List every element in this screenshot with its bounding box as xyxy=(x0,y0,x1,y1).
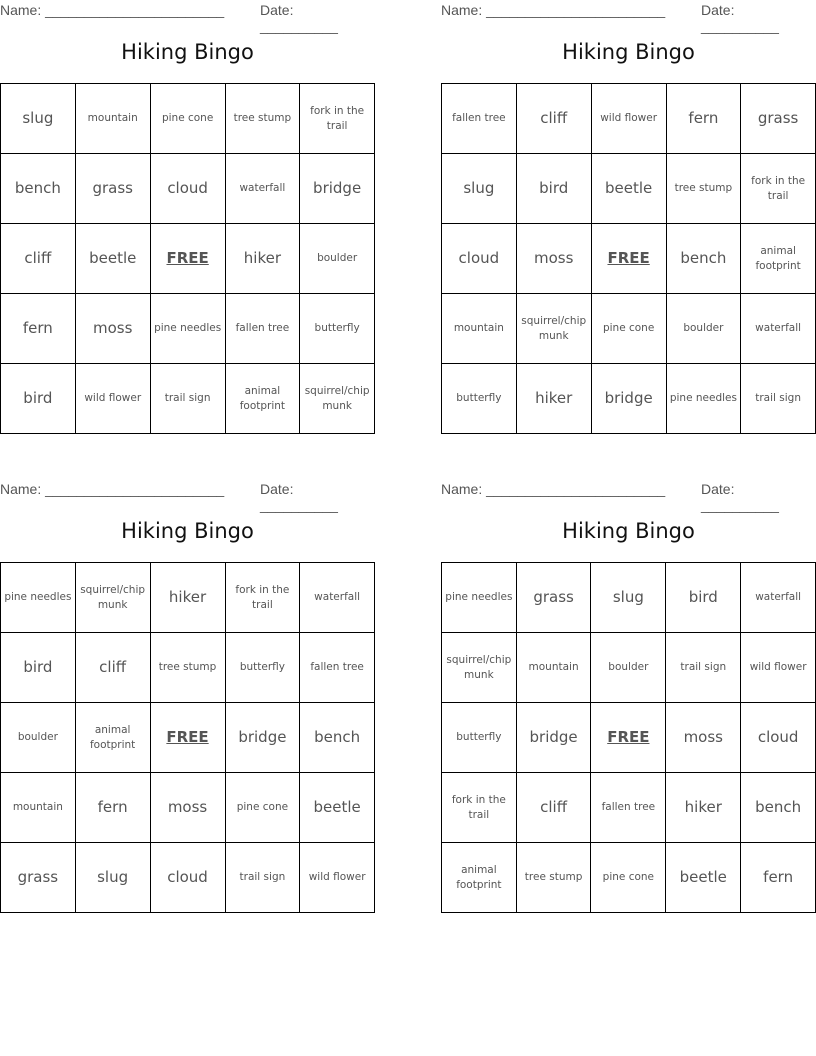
bingo-cell: mountain xyxy=(516,633,591,703)
bingo-row xyxy=(442,224,816,294)
bingo-cell: fallen tree xyxy=(442,84,517,154)
bingo-cell: moss xyxy=(516,224,591,294)
bingo-cell: wild flower xyxy=(75,364,150,434)
bingo-cell: animal footprint xyxy=(442,843,517,913)
bingo-cell: beetle xyxy=(75,224,150,294)
date-field-label: Date: __________ xyxy=(701,481,779,513)
bingo-cell: fern xyxy=(741,843,816,913)
bingo-cell: moss xyxy=(150,773,225,843)
bingo-row xyxy=(1,563,375,633)
bingo-card-4 xyxy=(441,479,816,919)
bingo-cell: hiker xyxy=(225,224,300,294)
bingo-row xyxy=(1,154,375,224)
bingo-grid xyxy=(0,83,375,434)
bingo-cell: bench xyxy=(741,773,816,843)
bingo-cell: fern xyxy=(666,84,741,154)
name-field-label: Name: _______________________ xyxy=(441,481,666,497)
bingo-cell: bench xyxy=(666,224,741,294)
bingo-cell: cloud xyxy=(442,224,517,294)
bingo-cell: butterfly xyxy=(442,703,517,773)
bingo-cell: cloud xyxy=(741,703,816,773)
bingo-cell: fallen tree xyxy=(300,633,375,703)
card-title: Hiking Bingo xyxy=(121,519,254,543)
bingo-cell: slug xyxy=(442,154,517,224)
bingo-cell: waterfall xyxy=(300,563,375,633)
bingo-cell: bridge xyxy=(225,703,300,773)
bingo-row xyxy=(1,84,375,154)
bingo-cell: tree stump xyxy=(225,84,300,154)
free-space-cell: FREE xyxy=(150,224,225,294)
bingo-cell: pine cone xyxy=(225,773,300,843)
bingo-cell: pine cone xyxy=(591,294,666,364)
bingo-cell: animal footprint xyxy=(741,224,816,294)
bingo-card-2 xyxy=(441,0,816,440)
bingo-grid xyxy=(0,562,375,913)
free-space-cell: FREE xyxy=(591,224,666,294)
bingo-cell: bird xyxy=(1,633,76,703)
bingo-cell: beetle xyxy=(666,843,741,913)
bingo-cell: bridge xyxy=(516,703,591,773)
bingo-cell: cliff xyxy=(516,773,591,843)
bingo-cell: mountain xyxy=(442,294,517,364)
bingo-cell: fallen tree xyxy=(591,773,666,843)
card-title: Hiking Bingo xyxy=(562,40,695,64)
date-field-label: Date: __________ xyxy=(701,2,779,34)
bingo-cell: squirrel/chipmunk xyxy=(442,633,517,703)
bingo-cell: hiker xyxy=(516,364,591,434)
bingo-cell: wild flower xyxy=(741,633,816,703)
bingo-cell: cliff xyxy=(516,84,591,154)
bingo-row xyxy=(442,154,816,224)
bingo-row xyxy=(442,843,816,913)
bingo-cell: pine needles xyxy=(1,563,76,633)
bingo-cell: tree stump xyxy=(516,843,591,913)
bingo-row xyxy=(442,294,816,364)
bingo-cell: cloud xyxy=(150,154,225,224)
bingo-row xyxy=(1,773,375,843)
bingo-cell: squirrel/chipmunk xyxy=(300,364,375,434)
bingo-cell: mountain xyxy=(1,773,76,843)
bingo-cell: trail sign xyxy=(150,364,225,434)
bingo-cell: fern xyxy=(75,773,150,843)
bingo-cell: grass xyxy=(516,563,591,633)
free-space-cell: FREE xyxy=(150,703,225,773)
bingo-cell: hiker xyxy=(666,773,741,843)
bingo-cell: slug xyxy=(591,563,666,633)
name-field-label: Name: _______________________ xyxy=(0,481,225,497)
card-title: Hiking Bingo xyxy=(121,40,254,64)
name-field-label: Name: _______________________ xyxy=(0,2,225,18)
bingo-grid xyxy=(441,562,816,913)
bingo-cell: trail sign xyxy=(666,633,741,703)
bingo-cell: fork in the trail xyxy=(741,154,816,224)
bingo-cell: bench xyxy=(1,154,76,224)
bingo-cell: moss xyxy=(666,703,741,773)
bingo-cell: animal footprint xyxy=(75,703,150,773)
bingo-cell: fork in the trail xyxy=(225,563,300,633)
bingo-card-1 xyxy=(0,0,375,440)
bingo-cell: pine cone xyxy=(591,843,666,913)
bingo-cell: trail sign xyxy=(741,364,816,434)
bingo-cell: bridge xyxy=(300,154,375,224)
date-field-label: Date: __________ xyxy=(260,481,338,513)
bingo-cell: cliff xyxy=(1,224,76,294)
bingo-row xyxy=(1,364,375,434)
bingo-cell: bird xyxy=(666,563,741,633)
bingo-cell: wild flower xyxy=(591,84,666,154)
name-field-label: Name: _______________________ xyxy=(441,2,666,18)
name-date-row xyxy=(0,479,375,513)
bingo-cell: tree stump xyxy=(150,633,225,703)
bingo-cell: mountain xyxy=(75,84,150,154)
bingo-cell: grass xyxy=(1,843,76,913)
bingo-cell: beetle xyxy=(300,773,375,843)
bingo-row xyxy=(1,703,375,773)
bingo-cell: fern xyxy=(1,294,76,364)
bingo-cell: waterfall xyxy=(741,294,816,364)
bingo-cell: butterfly xyxy=(442,364,517,434)
bingo-cell: squirrel/chipmunk xyxy=(75,563,150,633)
bingo-cell: boulder xyxy=(591,633,666,703)
bingo-cell: pine needles xyxy=(442,563,517,633)
bingo-cell: animal footprint xyxy=(225,364,300,434)
card-title: Hiking Bingo xyxy=(562,519,695,543)
date-field-label: Date: __________ xyxy=(260,2,338,34)
name-date-row xyxy=(0,0,375,34)
name-date-row xyxy=(441,479,816,513)
free-space-cell: FREE xyxy=(591,703,666,773)
bingo-cell: waterfall xyxy=(225,154,300,224)
bingo-card-3 xyxy=(0,479,375,919)
bingo-cell: tree stump xyxy=(666,154,741,224)
bingo-cell: butterfly xyxy=(300,294,375,364)
bingo-cell: bridge xyxy=(591,364,666,434)
bingo-cell: cliff xyxy=(75,633,150,703)
bingo-cell: waterfall xyxy=(741,563,816,633)
bingo-row xyxy=(442,703,816,773)
bingo-row xyxy=(442,773,816,843)
bingo-cell: wild flower xyxy=(300,843,375,913)
bingo-cell: fork in the trail xyxy=(442,773,517,843)
bingo-cell: butterfly xyxy=(225,633,300,703)
bingo-cell: boulder xyxy=(1,703,76,773)
bingo-row xyxy=(442,84,816,154)
bingo-grid xyxy=(441,83,816,434)
bingo-cell: hiker xyxy=(150,563,225,633)
bingo-cell: bird xyxy=(1,364,76,434)
bingo-row xyxy=(1,843,375,913)
bingo-cell: grass xyxy=(741,84,816,154)
bingo-cell: fallen tree xyxy=(225,294,300,364)
bingo-row xyxy=(442,633,816,703)
bingo-row xyxy=(442,364,816,434)
bingo-cell: boulder xyxy=(666,294,741,364)
bingo-cell: cloud xyxy=(150,843,225,913)
bingo-cell: pine needles xyxy=(150,294,225,364)
name-date-row xyxy=(441,0,816,34)
bingo-cell: slug xyxy=(1,84,76,154)
bingo-cell: moss xyxy=(75,294,150,364)
bingo-cell: beetle xyxy=(591,154,666,224)
bingo-cell: trail sign xyxy=(225,843,300,913)
bingo-row xyxy=(1,294,375,364)
bingo-cell: boulder xyxy=(300,224,375,294)
bingo-cell: bird xyxy=(516,154,591,224)
bingo-row xyxy=(1,633,375,703)
bingo-row xyxy=(1,224,375,294)
bingo-cell: bench xyxy=(300,703,375,773)
bingo-cell: slug xyxy=(75,843,150,913)
bingo-cell: grass xyxy=(75,154,150,224)
bingo-cell: pine needles xyxy=(666,364,741,434)
bingo-cell: fork in the trail xyxy=(300,84,375,154)
bingo-cell: pine cone xyxy=(150,84,225,154)
bingo-row xyxy=(442,563,816,633)
bingo-cell: squirrel/chipmunk xyxy=(516,294,591,364)
